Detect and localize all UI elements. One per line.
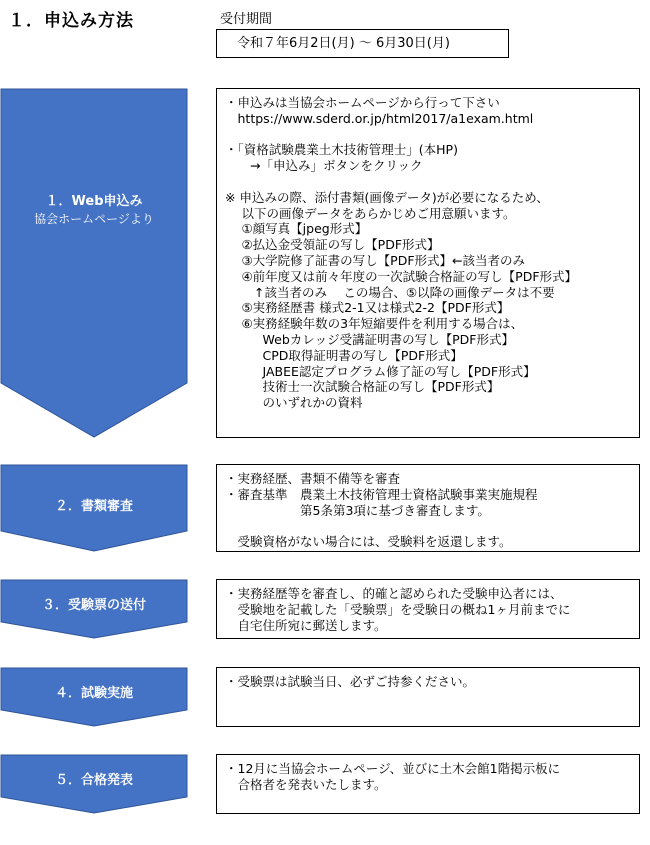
- detail-line: 技術士一次試験合格証の写し【PDF形式】: [225, 379, 500, 395]
- detail-line: ・審査基準 農業土木技術管理士資格試験事業実施規程: [225, 486, 538, 502]
- step-5-arrow: [0, 754, 188, 814]
- step-3-label: ３．受験票の送付: [41, 598, 146, 613]
- detail-line: 以下の画像データをあらかじめご用意願います。: [225, 205, 516, 221]
- step-4-details: [216, 667, 640, 727]
- detail-line: JABEE認定プログラム修了証の写し【PDF形式】: [225, 363, 536, 379]
- step-arrow-shape: [0, 88, 188, 438]
- step-5-details: [216, 754, 640, 814]
- detail-line: 受験資格がない場合には、受験料を返還します。: [225, 534, 512, 550]
- page-title: １．申込み方法: [8, 11, 134, 31]
- detail-line: →「申込み」ボタンをクリック: [225, 158, 423, 174]
- period-label: 受付期間: [220, 12, 273, 27]
- detail-line: [225, 518, 631, 534]
- detail-line: ⑥実務経験年数の3年短縮要件を利用する場合は、: [225, 316, 524, 332]
- detail-line: のいずれかの資料: [225, 395, 363, 411]
- detail-line: ④前年度又は前々年度の一次試験合格証の写し【PDF形式】: [225, 268, 578, 284]
- detail-line: [225, 127, 631, 143]
- step-1-details: [216, 88, 640, 438]
- detail-line: ・「資格試験農業土木技術管理士」(本HP): [225, 142, 458, 158]
- detail-line: 自宅住所宛に郵送します。: [225, 617, 387, 633]
- detail-line: CPD取得証明書の写し【PDF形式】: [225, 347, 463, 363]
- step-2-details: [216, 464, 640, 552]
- step-1-label: １．Web申込み: [45, 194, 143, 209]
- detail-line: 第5条第3項に基づき審査します。: [225, 502, 490, 518]
- step-1-sublabel: 協会ホームページより: [34, 212, 154, 226]
- detail-line: 受験地を記載した「受験票」を受験日の概ね1ヶ月前までに: [225, 601, 571, 617]
- step-3-arrow: [0, 579, 188, 639]
- detail-line: ↑該当者のみ この場合、⑤以降の画像データは不要: [225, 284, 555, 300]
- step-2-label: ２．書類審査: [54, 499, 133, 514]
- step-4-label: ４．試験実施: [54, 686, 133, 701]
- detail-line: Webカレッジ受講証明書の写し【PDF形式】: [225, 331, 514, 347]
- detail-line: ・12月に当協会ホームページ、並びに土木会館1階掲示板に: [225, 761, 561, 776]
- detail-line: ・受験票は試験当日、必ずご持参ください。: [225, 674, 476, 689]
- detail-line: ・申込みは当協会ホームページから行って下さい: [225, 95, 500, 110]
- detail-line: ※ 申込みの際、添付書類(画像データ)が必要になるため、: [225, 189, 549, 205]
- step-3-details: [216, 579, 640, 639]
- detail-line: ・実務経歴等を審査し、的確と認められた受験申込者には、: [225, 586, 563, 601]
- step-4-arrow: [0, 667, 188, 727]
- step-5-label: ５．合格発表: [54, 773, 133, 788]
- detail-line: ③大学院修了証書の写し【PDF形式】←該当者のみ: [225, 252, 526, 268]
- period-value: 令和７年6月2日(月) ～ 6月30日(月): [216, 29, 509, 58]
- detail-line: ①顔写真【jpeg形式】: [225, 221, 368, 237]
- url-link[interactable]: https://www.sderd.or.jp/html2017/a1exam.html: [225, 110, 534, 126]
- detail-line: [225, 174, 631, 190]
- step-1-arrow: [0, 88, 188, 438]
- detail-line: 合格者を発表いたします。: [225, 776, 387, 792]
- detail-line: ・実務経歴、書類不備等を審査: [225, 471, 401, 486]
- step-2-arrow: [0, 464, 188, 552]
- detail-line: ⑤実務経歴書 様式2-1又は様式2-2【PDF形式】: [225, 300, 510, 316]
- detail-line: ②払込金受領証の写し【PDF形式】: [225, 237, 440, 253]
